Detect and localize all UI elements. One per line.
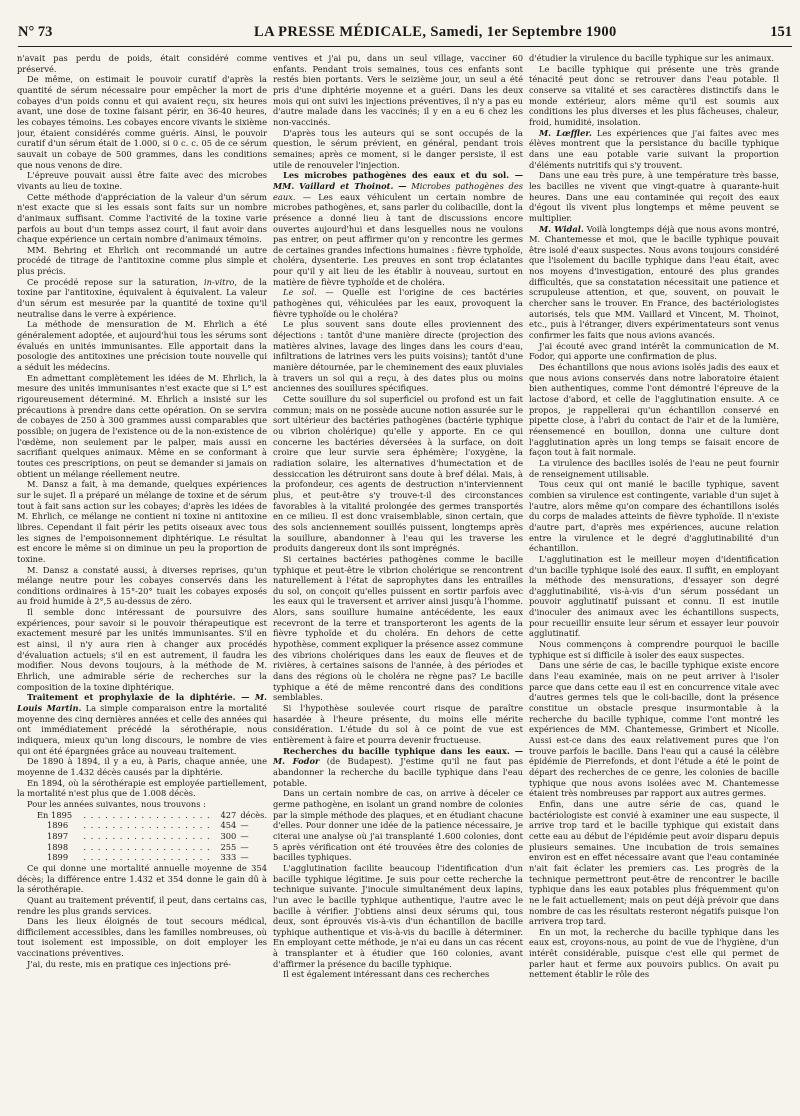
column-3 [529,53,779,1113]
page-header [18,22,792,47]
paragraph: Il semble donc intéressant de poursuivre des expériences, pour savoir si le pouvoir thérapeutique est exactement mesuré par les unités immunisantes. S'il en est ainsi, il n'y aura rien à changer aux procédés d'évaluation actuels; s'il en est autrement, il faudra les modifier. Nous devons toujours, à la méthode de M. Ehrlich, une admirable série de recherches sur la composition de la toxine diphtérique. [17,607,267,692]
text: — Quelle est l'origine de ces bactéries pathogènes qui, véhiculées par les eaux, provoquent la fièvre typhoïde ou le choléra? [273,287,523,319]
section-title: Traitement et prophylaxie de la diphtérie. — [27,692,250,703]
paragraph: Le plus souvent sans doute elles proviennent des déjections : tantôt d'une manière directe (projection des matières alvines, lavage des linges dans les cours d'eau, infiltrations de latrines vers les puits voisins); tantôt d'une manière détournée, par le cheminement des eaux pluviales à travers un sol qui a reçu, à des dates plus ou moins anciennes des souillures spécifiques. [273,319,523,394]
leader-dots: . . . . . . . . . . . . . . . . . . [83,852,211,863]
paragraph: Cette méthode d'appréciation de la valeur d'un sérum n'est exacte que si les essais sont faits sur un nombre d'animaux suffisant. Comme l'activité de la toxine varie parfois au bout d'un temps assez court, il faut avoir dans chaque expérience un certain nombre d'animaux témoins. [17,191,267,245]
unit-cell: — [240,820,249,831]
text: Les expériences que j'ai faites avec mes élèves montrent que la persistance du bacille typhique dans une eau potable varie suivant la proportion d'éléments nutritifs qui s'y trouvent. [529,127,779,170]
section-paragraph [273,170,523,287]
section-subtitle: Microbes pathogènes des eaux. [273,180,523,202]
text: , de la toxine par l'antitoxine, équivalent à équivalent. La valeur d'un sérum est mesurée par la quantité de toxine qu'il neutralise dans le verre à expérience. [17,276,267,319]
text: La simple comparaison entre la mortalité moyenne des cinq dernières années et celle des années qui ont immédiatement précédé la sérothérapie, nous indiquera, mieux qu'un long discours, le nombre de vies qui ont été épargnées grâce au nouveau traitement. [17,703,267,756]
speaker-name: M. Lœffler. [539,127,592,138]
section-title: Recherches du bacille typhique dans les eaux. — [283,745,523,756]
section-title: Les microbes pathogènes des eaux et du sol. — [283,170,523,181]
paragraph: De 1890 à 1894, il y a eu, à Paris, chaque année, une moyenne de 1.432 décès causés par la diphtérie. [17,756,267,777]
table-row [37,810,267,821]
text: (de Budapest). J'estime qu'il ne faut pas abandonner la recherche du bacille typhique dans l'eau potable. [273,756,523,788]
journal-title: LA PRESSE MÉDICALE, Samedi, 1er Septembre 1900 [254,24,617,40]
leader-dots: . . . . . . . . . . . . . . . . . . [83,830,211,841]
paragraph: Si certaines bactéries pathogènes comme le bacille typhique et peut-être le vibrion cholérique se rencontrent naturellement à l'état de saprophytes dans les entrailles du sol, on conçoit qu'elles puissent en sortir parfois avec les eaux qui le traversent et arriver ainsi jusqu'à l'homme. Alors, sans souillure humaine antécédente, les eaux recevront de la terre et transporteront les agents de la fièvre typhoïde et du choléra. En dehors de cette hypothèse, comment expliquer la présence assez commune des vibrions cholériques dans les eaux de fleuves et de rivières, à certaines saisons de l'année, à des périodes et dans des régions où le choléra ne règne pas? Le bacille typhique a été de même rencontré dans des conditions semblables. [273,553,523,703]
paragraph: L'agglutination est le meilleur moyen d'identification d'un bacille typhique isolé des eaux. Il suffit, en employant la méthode des mensurations, d'essayer son degré d'agglutinabilité, vis-à-vis d'un sérum possédant un pouvoir agglutinatif puissant et connu. Il est inutile d'inoculer des animaux avec les échantillons suspects, pour recueillir ensuite leur sérum et essayer leur pouvoir agglutinatif. [529,553,779,639]
value-cell: 333 [220,852,237,863]
column-1 [17,53,267,1113]
paragraph: MM. Behring et Ehrlich ont recommandé un autre procédé de titrage de l'antitoxine comme plus simple et plus précis. [17,244,267,277]
table-row [37,820,267,831]
value-cell: 300 [220,830,237,841]
leader-dots: . . . . . . . . . . . . . . . . . . [83,841,211,852]
leader-dots: . . . . . . . . . . . . . . . . . . [83,809,211,820]
mortality-table [37,810,267,863]
value-cell: 255 [220,841,237,852]
paragraph: La méthode de mensuration de M. Ehrlich a été généralement adoptée, et aujourd'hui tous les sérums sont évalués en unités immunisantes. Elle apportait dans la posologie des antitoxines une précision toute nouvelle qui a séduit les médecins. [17,319,267,373]
paragraph: En admettant complètement les idées de M. Ehrlich, la mesure des unités immunisantes n'est exacte que si L° est rigoureusement déterminé. M. Ehrlich a insisté sur les précautions à prendre dans cette opération. On se servira de cobayes de 250 à 300 grammes aussi comparables que possible; on jugera de l'existence ou de la non-existence de l'œdème, non seulement par le palper, mais aussi en sacrifiant quelques animaux. Même en se conformant à toutes ces prescriptions, on peut se demander si jamais on obtient un mélange réellement neutre. [17,372,267,479]
value-cell: 427 [220,809,237,820]
paragraph: Il est également intéressant dans ces recherches [283,969,490,980]
text: Voilà longtemps déjà que nous avons montré, M. Chantemesse et moi, que le bacille typhique pouvait être isolé d'eaux suspectes. Nous avons toujours considéré que l'isolement du bacille typhique dans l'eau était, avec nos moyens d'investigation, entouré des plus grandes difficultés, que sa constatation nécessitait une patience et scrupuleuse attention, et que, souvent, on pouvait le chercher sans le trouver. En France, des bactériologistes autorisés, tels que MM. Vaillard et Vincent, M. Thoinot, etc., puis à l'étranger, divers expérimentateurs sont venus confirmer les faits que nous avions avancés. [529,223,779,341]
section-paragraph [17,692,267,756]
paragraph: J'ai écouté avec grand intérêt la communication de M. Fodor, qui apporte une confirmation de plus. [529,340,779,362]
paragraph: M. Dansz a constaté aussi, à diverses reprises, qu'un mélange neutre pour les cobayes conservés dans les conditions ordinaires à 15°-20° tuait les cobayes exposés au froid humide à 2°,5 au-dessus de zéro. [17,564,267,607]
paragraph: d'étudier la virulence du bacille typhique sur les animaux. [529,53,774,63]
paragraph: En un mot, la recherche du bacille typhique dans les eaux est, croyons-nous, au point de vue de l'hygiène, d'un intérêt considérable, puisque c'est elle qui permet de parler haut et ferme aux pouvoirs publics. On avait pu nettement établir le rôle des [529,926,779,980]
section-author: M. Fodor [273,756,320,767]
paragraph: Dans les lieux éloignés de tout secours médical, difficilement accessibles, dans les familles nombreuses, où tout isolement est impossible, on doit employer les vaccinations préventives. [17,916,267,959]
unit-cell: — [240,852,249,863]
paragraph [529,128,779,171]
paragraph: L'épreuve pouvait aussi être faite avec des microbes vivants au lieu de toxine. [17,170,267,191]
section-paragraph [273,746,523,789]
year-cell: 1898 [47,841,69,852]
section-author: M. Louis Martin. [17,692,267,714]
paragraph: Enfin, dans une autre série de cas, quand le bactériologiste est convié à examiner une eau suspecte, il arrive trop tard et le bacille typhique qui existait dans cette eau au début de l'épidémie peut avoir disparu depuis plusieurs semaines. Une incubation de trois semaines environ est en effet nécessaire avant que l'eau contaminée n'ait fait éclater les premiers cas. Les progrès de la technique permettront peut-être de rencontrer le bacille typhique dans les eaux potables plus fréquemment qu'on ne le fait actuellement; mais on peut déjà prévoir que dans nombre de cas les résultats resteront négatifs puisque l'on arrivera trop tard. [529,798,779,927]
unit-cell: — [240,830,249,841]
paragraph: Pour les années suivantes, nous trouvons : [27,798,206,809]
paragraph: Nous commençons à comprendre pourquoi le bacille typhique est si difficile à isoler des eaux suspectes. [529,639,779,660]
text: — Les eaux véhiculent un certain nombre de microbes pathogènes, et, sans parler du colibacille, dont la présence a donné lieu à tant de discussions encore ouvertes aujourd'hui et dans lesquelles nous ne voulons pas entrer, on peut affirmer qu'on y rencontre les germes de certaines grandes infections humaines : fièvre typhoïde, choléra, dysenterie. Les preuves en sont trop éclatantes pour qu'il y ait lieu de les établir à nouveau, surtout en matière de fièvre typhoïde et de choléra. [273,191,523,287]
paragraph: Des échantillons que nous avions isolés jadis des eaux et que nous avions conservés dans notre laboratoire étaient bien authentiques, comme l'ont démontré l'épreuve de la lactose d'abord, et celle de l'agglutination ensuite. A ce propos, je rappellerai qu'un échantillon conservé en pipette close, à l'abri du contact de l'air et de la lumière, réensemencé en bouillon, donna une culture dont l'agglutination après un long temps se faisait encore de façon tout à fait normale. [529,362,779,458]
speaker-name: M. Widal. [539,223,584,234]
italic-term: in-vitro [203,276,235,287]
paragraph: L'agglutination facilite beaucoup l'identification d'un bacille typhique légitime. Je suis pour cette recherche la technique suivante. J'inocule simultanément deux lapins, l'un avec le bacille typhique authentique, l'autre avec le bacille à vérifier. J'obtiens ainsi deux sérums qui, tous deux, sont éprouvés vis-à-vis d'un échantillon de bacille typhique authentique et vis-à-vis du bacille à déterminer. En employant cette méthode, je n'ai eu dans un cas récent à transplanter et à étudier que 160 colonies, avant d'affirmer la présence du bacille typhique. [273,862,523,969]
value-cell: 454 [220,820,237,831]
year-cell: 1899 [47,852,69,863]
unit-cell: — [240,841,249,852]
text: Ce procédé repose sur la saturation, [27,276,204,287]
paragraph [273,287,523,319]
subsection-label: Le sol. [283,287,317,298]
paragraph: ventives et j'ai pu, dans un seul village, vacciner 60 enfants. Pendant trois semaines, tous ces enfants sont restés bien portants. Vers le seizième jour, un seul a été pris d'une diphtérie moyenne et a guéri. Dans les deux mois qui ont suivi les injections préventives, il n'y a pas eu d'autre malade dans les vaccinés; il y en a eu 6 chez les non-vaccinés. [273,53,523,127]
table-row [37,842,267,853]
unit-cell: décès. [240,809,267,820]
paragraph: En 1894, où la sérothérapie est employée partiellement, la mortalité n'est plus que de 1.008 décès. [17,777,267,799]
paragraph: Quant au traitement préventif, il peut, dans certains cas, rendre les plus grands services. [17,894,267,916]
paragraph [17,277,267,320]
paragraph: Tous ceux qui ont manié le bacille typhique, savent combien sa virulence est contingente, variable d'un sujet à l'autre, alors même qu'on compare des échantillons isolés du corps de malades atteints de fièvre typhoïde. Il n'existe d'autre part, d'après mes expériences, aucune relation entre la virulence et le degré d'agglutinabilité d'un échantillon. [529,479,779,554]
year-cell: En 1895 [37,809,73,820]
paragraph: Dans un certain nombre de cas, on arrive à déceler ce germe pathogène, en isolant un grand nombre de colonies par la simple méthode des plaques, et en étudiant chacune d'elles. Pour donner une idée de la patience nécessaire, je citerai une analyse où j'ai transplanté 1.600 colonies, dont 5 après vérification ont été trouvées être des colonies de bacilles typhiques. [273,788,523,863]
column-2 [273,53,523,1113]
paragraph: D'après tous les auteurs qui se sont occupés de la question, le sérum prévient, en général, pendant trois semaines; après ce moment, si le danger persiste, il est utile de renouveler l'injection. [273,127,523,170]
paragraph: n'avait pas perdu de poids, était considéré comme préservé. [17,53,267,74]
paragraph: De même, on estimait le pouvoir curatif d'après la quantité de sérum nécessaire pour empêcher la mort de cobayes d'un poids connu et qui avaient reçu, six heures avant, une dose de toxine faisant périr, en 36-40 heures, les cobayes témoins. Les cobayes encore vivants le sixième jour, étaient considérés comme guéris. Ainsi, le pouvoir curatif d'un sérum était de 1.000, si 0 c. c. 05 de ce sérum sauvait un cobaye de 500 grammes, dans les conditions que nous venons de dire. [17,74,267,170]
paragraph: Ce qui donne une mortalité annuelle moyenne de 354 décès; la différence entre 1.432 et 354 donne le gain dû à la sérothérapie. [17,862,267,895]
table-row [37,831,267,842]
issue-number: N° 73 [18,24,53,40]
paragraph: Dans une eau très pure, à une température très basse, les bacilles ne vivent que vingt-quatre à quarante-huit heures. Dans une eau contaminée qui reçoit des eaux d'égout ils vivent plus longtemps et même peuvent se multiplier. [529,170,779,223]
year-cell: 1896 [47,820,69,831]
paragraph: Dans une série de cas, le bacille typhique existe encore dans l'eau examinée, mais on ne peut arriver à l'isoler parce que dans cette eau il est en concurrence vitale avec d'autres germes tels que le coli-bacille, dont la présence constitue un obstacle presque insurmontable à la recherche du bacille typhique, comme l'ont montré les expériences de MM. Chantemesse, Grimbert et Nicolle. Aussi est-ce dans des eaux relativement pures que l'on trouve parfois le bacille. Dans l'eau qui a causé la célèbre épidémie de Pierrefonds, et dont l'étude a été le point de départ des recherches de ce genre, les colonies de bacille typhique que nous avons isolées avec M. Chantemesse étaient très nombreuses par rapport aux autres germes. [529,660,779,799]
paragraph [529,224,779,341]
paragraph: Cette souillure du sol superficiel ou profond est un fait commun; mais on ne possède aucune notion assurée sur le sort ultérieur des bactéries pathogènes (bactérie typhique ou vibrion cholérique) qu'elle y apporte. En ce qui concerne les bactéries déversées à la surface, on doit croire que leur survie sera éphémère; l'oxygène, la radiation solaire, les alternatives d'humectation et de dessiccation les détruiront sans doute à bref délai. Mais, à la profondeur, ces agents de destruction n'interviennent plus, et peut-être s'y trouve-t-il des circonstances favorables à la vitalité prolongée des germes transportés en ce milieu. Il est donc vraisemblable, sinon certain, que des sols anciennement souillés puissent, longtemps après la souillure, abandonner à l'eau qui les traverse les produits dangereux dont ils sont imprégnés. [273,394,523,554]
page-number: 151 [770,24,792,40]
leader-dots: . . . . . . . . . . . . . . . . . . [83,820,211,831]
paragraph: La virulence des bacilles isolés de l'eau ne peut fournir de renseignement utilisable. [529,457,779,479]
paragraph: Si l'hypothèse soulevée court risque de paraître hasardée à l'heure présente, du moins elle mérite considération. L'étude du sol à ce point de vue est entièrement à faire et pourra devenir fructueuse. [273,703,523,745]
year-cell: 1897 [47,830,69,841]
paragraph: Le bacille typhique qui présente une très grande ténacité peut donc se retrouver dans l'eau potable. Il conserve sa vitalité et ses caractères distinctifs dans le monde extérieur, alors même qu'il est soumis aux conditions les plus diverses et les plus fâcheuses, chaleur, froid, humidité, insolation. [529,63,779,127]
paragraph: M. Dansz a fait, à ma demande, quelques expériences sur le sujet. Il a préparé un mélange de toxine et de sérum tout à fait sans action sur les cobayes; d'après les idées de M. Ehrlich, ce mélange ne contient ni toxine ni antitoxine libres. Cependant il fait périr les petits oiseaux avec tous les signes de l'empoisonnement diphtérique. Le résultat est encore le même si on diminue un peu la proportion de toxine. [17,479,267,564]
section-author: MM. Vaillard et Thoinot. — [273,180,407,191]
table-row [37,852,267,863]
paragraph: J'ai, du reste, mis en pratique ces injections pré- [27,958,231,969]
